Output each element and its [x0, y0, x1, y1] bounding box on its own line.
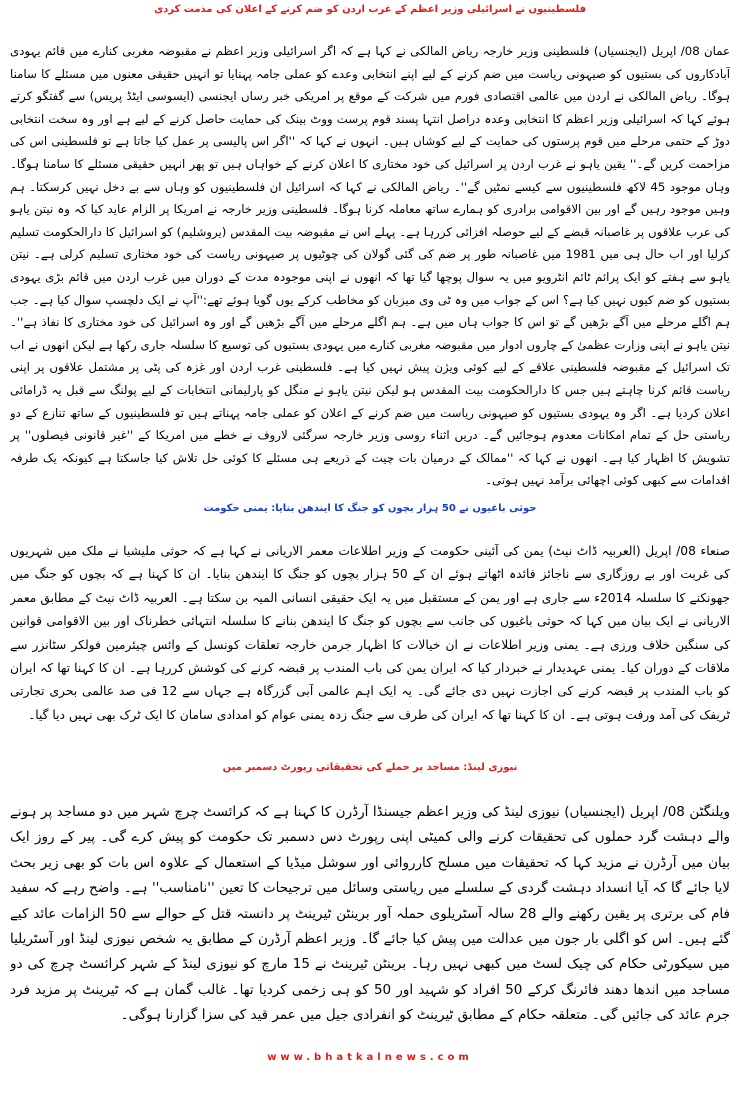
article-body-palestine: عمان 08/ اپریل (ایجنسیاں) فلسطینی وزیر خارجہ ریاض المالکی نے کہا ہے کہ اگر اسرائیلی وزیر اعظم نے مقبوضہ مغربی کنارے میں قائم یہودی آبادکاروں کی بستیوں کو صیہونی ریاست میں ضم کرنے کے لیے اپنے انتخابی وعدے کو عملی جامہ پہنایا تو انہیں حقیقی معنوں میں مسئلے کا سامنا ہوگا۔ ریاض المالکی نے اردن میں عالمی اقتصادی فورم میں شرکت کے موقع پر امریکی خبر رساں ایجنسی (ایسوسی ایٹڈ پریس) سے گفتگو کرتے ہوئے کہا کہ اسرائیلی وزیر اعظم کا انتخابی وعدہ دراصل انتہا پسند قوم پرست ووٹ بینک کی حمایت حاصل کرنے کے لیے ہے اور وہ سخت انتخابی دوڑ کے حتمی مرحلے میں قوم پرستوں کی حمایت کے لیے کوشاں ہیں۔ انہوں نے کہا کہ ''اگر اس پالیسی پر عمل کیا جاتا ہے تو فلسطینی اس کی مزاحمت کریں گے۔'' یقین یاہو نے غرب اردن پر اسرائیل کی خود مختاری کا اعلان کرنے کے خواہاں ہیں تو پھر انہیں حقیقی مسئلے کا سامنا ہوگا۔ وہاں موجود 45 لاکھ فلسطینیوں سے کیسے نمٹیں گے''۔ ریاض المالکی نے کہا کہ اسرائیل ان فلسطینیوں کو وہاں سے بے دخل نہیں کرسکتا۔ ہم وہیں موجود رہیں گے اور بین الاقوامی برادری کو ہمارے ساتھ معاملہ کرنا ہوگا۔ فلسطینی وزیر خارجہ نے امریکا پر الزام عاید کیا کہ وہ نیتن یاہو کی عرب علاقوں پر غاصبانہ قبضے کے لیے حوصلہ افزائی کررہا ہے۔ پہلے اس نے مقبوضہ بیت المقدس (یروشلیم) کو اسرائیل کا دارالحکومت تسلیم کرلیا اور اب حال ہی میں 1981 میں غاصبانہ طور پر ضم کی گئی گولان کی چوٹیوں پر صیہونی ریاست کی خود مختاری تسلیم کرلی ہے۔ نیتن یاہو سے ہفتے کو ایک پرائم ٹائم انٹرویو میں یہ سوال پوچھا گیا تھا کہ انھوں نے اپنی موجودہ مدت کے دوران میں غرب اردن میں قائم بڑی یہودی بستیوں کو ضم کیوں نہیں کیا ہے؟ اس کے جواب میں وہ ٹی وی میزبان کو مخاطب کرکے یوں گویا ہوئے تھے:''آپ نے ایک دلچسپ سوال کیا ہے۔ جب ہم اگلے مرحلے میں آگے بڑھیں گے تو اس کا جواب ہاں میں ہے۔ ہم اگلے مرحلے میں آگے بڑھیں گے اور وہ اسرائیل کی خود مختاری کا نفاذ ہے''۔ نیتن یاہو نے اپنی وزارت عظمیٰ کے چاروں ادوار میں مقبوضہ مغربی کنارے میں یہودی بستیوں کی توسیع کا سلسلہ جاری رکھا ہے لیکن انھوں نے اب تک اسرائیل کے مقبوضہ فلسطینی علاقے کے لیے کوئی ویژن پیش نہیں کیا ہے۔ فلسطینی غرب اردن اور غزہ کی پٹی پر مشتمل علاقوں پر اپنی ریاست قائم کرنا چاہتے ہیں جس کا دارالحکومت بیت المقدس ہو لیکن نیتن یاہو نے منگل کو پارلیمانی انتخابات کے لیے پولنگ سے قبل یہ ڈرامائی اعلان کردیا ہے۔ اگر وہ یہودی بستیوں کو صیہونی ریاست میں ضم کرنے کے اعلان کو عملی جامہ پہناتے ہیں تو فلسطینیوں کے ساتھ تنازع کے دو ریاستی حل کے تمام امکانات معدوم ہوجائیں گے۔ دریں اثناء روسی وزیر خارجہ سرگئی لاروف نے خطے میں امریکا کے ''غیر قانونی فیصلوں'' پر تشویش کا اظہار کیا ہے۔ انھوں نے کہا کہ ''ممالک کے درمیان بات چیت کے ذریعے ہی مسئلے کا کوئی حل تلاش کیا جاسکتا ہے کیونکہ یک طرفہ اقدامات سے کبھی کوئی اچھائی برآمد نہیں ہوتی۔	[10, 44, 730, 488]
headline-palestine: فلسطینیوں نے اسرائیلی وزیر اعظم کے غرب اردن کو ضم کرنے کے اعلان کی مذمت کردی	[153, 4, 587, 15]
article-body-houthi: صنعاء 08/ اپریل (العربیہ ڈاٹ نیٹ) یمن کی آئینی حکومت کے وزیر اطلاعات معمر الاریانی نے کہا ہے کہ حوثی ملیشیا نے ملک میں شہریوں کی غربت اور بے روزگاری سے ناجائز فائدہ اٹھاتے ہوئے ان کے 50 ہزار بچوں کو جنگ کا ایندھن بنایا۔ ان کا کہنا ہے کہ بچوں کو جنگ میں جھونکنے کا سلسلہ 2014ء سے جاری ہے اور یمن کے مستقبل میں یہ ایک حقیقی انسانی المیہ بن سکتا ہے۔ العربیہ ڈاٹ نیٹ کے مطابق معمر الاریانی نے ایک بیان میں کہا کہ حوثی باغیوں کی جانب سے بچوں کو جنگ کا ایندھن بنانے کا سلسلہ انتہائی خطرناک اور بین الاقوامی قوانین کی سنگین خلاف ورزی ہے۔ یمنی وزیر اطلاعات نے ان خیالات کا اظہار جرمن خارجہ تعلقات کونسل کے وائس چیئرمین فولکر سٹانزر سے ملاقات کے دوران کیا۔ یمنی عہدیدار نے خبردار کیا کہ ایران یمن کی باب المندب پر قبضہ کرنے کی کوشش کررہا ہے۔ ان کا کہنا تھا کہ ایران کو باب المندب پر قبضہ کرنے کی اجازت نہیں دی جائے گی۔ یہ ایک اہم عالمی آبی گزرگاہ ہے جہاں سے 12 فی صد عالمی بحری تجارتی ٹریفک کی آمد ورفت ہوتی ہے۔ ان کا کہنا تھا کہ ایران کی طرف سے جنگ زدہ یمنی عوام کو امدادی سامان کا ایک ٹرک بھی نہیں دیا گیا۔	[10, 544, 730, 722]
headline-houthi: حوثی باغیوں نے 50 ہزار بچوں کو جنگ کا ایندھن بنایا: یمنی حکومت	[203, 503, 537, 514]
headline-new-zealand: نیوزی لینڈ: مساجد پر حملے کی تحقیقاتی رپورٹ دسمبر میں	[222, 762, 518, 773]
article-body-new-zealand: ویلنگٹن 08/ اپریل (ایجنسیاں) نیوزی لینڈ کی وزیر اعظم جیسنڈا آرڈرن کا کہنا ہے کہ کرائسٹ چرچ شہر میں دو مساجد پر ہونے والے دہشت گرد حملوں کی تحقیقات کرنے والی کمیٹی اپنی رپورٹ دس دسمبر تک حکومت کو پیش کرے گی۔ پیر کے روز ایک بیان میں آرڈرن نے مزید کہا کہ تحقیقات میں مسلح کارروائی اور سوشل میڈیا کے استعمال کے علاوہ اس بات کو بھی زیر بحث لایا جائے گا کہ آیا انسداد دہشت گردی کے سلسلے میں ریاستی وسائل میں ترجیحات کا تعین ''نامناسب'' ہے۔ واضح رہے کہ سفید فام کی برتری پر یقین رکھنے والے 28 سالہ آسٹریلوی حملہ آور برینٹن ٹیرینٹ پر دانستہ قتل کے حوالے سے 50 الزامات عائد کیے گئے ہیں۔ اس کو اگلی بار جون میں عدالت میں پیش کیا جائے گا۔ وزیر اعظم آرڈرن کے مطابق یہ شخص نیوزی لینڈ اور آسٹریلیا میں سیکورٹی حکام کی چیک لسٹ میں کبھی نہیں رہا۔ برینٹن ٹیرینٹ نے 15 مارچ کو نیوزی لینڈ کے شہر کرائسٹ چرچ کی دو مساجد میں اندھا دھند فائرنگ کرکے 50 افراد کو شہید اور 50 کو ہی زخمی کردیا تھا۔ غالب گمان ہے کہ ٹیرینٹ پر مزید فرد جرم عائد کی جائیں گی۔ متعلقہ حکام کے مطابق ٹیرینٹ کو انفرادی جیل میں عمر قید کی سزا گزارنا ہوگی۔	[10, 804, 730, 1024]
footer-website-link[interactable]: www.bhatkalnews.com	[267, 1052, 473, 1063]
